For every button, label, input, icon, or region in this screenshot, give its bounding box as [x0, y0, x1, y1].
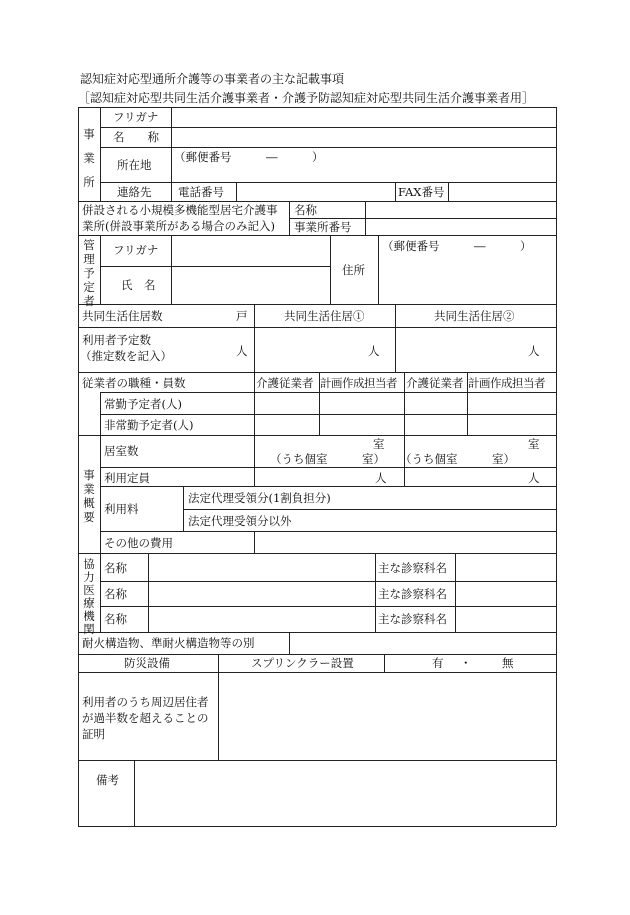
office-phone-label: 電話番号 — [178, 185, 224, 199]
office-postal: （郵便番号 ― ） — [174, 150, 324, 164]
private-rooms-1: （うち個室 室） — [270, 452, 385, 466]
page-subtitle: ［認知症対応型共同生活介護事業者・介護予防認知症対応型共同生活介護事業者用］ — [78, 91, 535, 105]
users-res1-unit: 人 — [368, 344, 380, 358]
office-side-label: 事業所 — [83, 127, 95, 189]
proof-label-line2: が過半数を超えることの — [82, 711, 209, 725]
manager-postal: （郵便番号 ― ） — [382, 239, 532, 253]
medical-side-label: 協力医療機関 — [83, 557, 95, 636]
staff-care-worker-2: 介護従業者 — [406, 376, 464, 390]
disaster-label: 防災設備 — [124, 656, 170, 670]
remarks-label: 備考 — [96, 773, 119, 787]
fee-label: 利用料 — [104, 502, 139, 516]
manager-side-label: 管理予定者 — [83, 238, 95, 308]
users-label-line2: （推定数を記入） — [80, 349, 172, 363]
private-rooms-2: （うち個室 室） — [400, 452, 515, 466]
residence-count-label: 共同生活住居数 — [82, 309, 163, 323]
other-costs-label: その他の費用 — [104, 536, 173, 550]
proof-label-line3: 証明 — [82, 727, 105, 741]
office-fax-label: FAX番号 — [398, 185, 445, 199]
medical-dept-label-2: 主な診察科名 — [378, 587, 447, 601]
medical-name-label-3: 名称 — [104, 612, 127, 626]
sprinkler-dot: ・ — [460, 656, 472, 670]
residence-count-unit: 戸 — [236, 309, 248, 323]
staff-fulltime-label: 常勤予定者(人) — [104, 397, 182, 411]
rooms-unit-1: 室 — [373, 437, 385, 451]
office-name-label: 名 称 — [113, 130, 159, 144]
structure-label: 耐火構造物、準耐火構造物等の別 — [82, 636, 255, 650]
rooms-label: 居室数 — [104, 444, 139, 458]
medical-dept-label-3: 主な診察科名 — [378, 612, 447, 626]
users-total-unit: 人 — [236, 344, 248, 358]
medical-name-label-2: 名称 — [104, 587, 127, 601]
page-title: 認知症対応型通所介護等の事業者の主な記載事項 — [80, 72, 345, 86]
staff-plan-staff-2: 計画作成担当者 — [468, 376, 545, 390]
users-res2-unit: 人 — [528, 344, 540, 358]
residence-2-header: 共同生活住居② — [434, 309, 515, 323]
staff-header: 従業者の職種・員数 — [82, 376, 186, 390]
staff-plan-staff-1: 計画作成担当者 — [320, 376, 397, 390]
staff-care-worker-1: 介護従業者 — [256, 376, 314, 390]
office-address-label: 所在地 — [117, 158, 152, 172]
capacity-unit-1: 人 — [375, 471, 387, 485]
business-side-label: 事業概要 — [83, 468, 95, 524]
attached-name-label: 名称 — [294, 203, 317, 217]
residence-1-header: 共同生活住居① — [284, 309, 365, 323]
medical-dept-label-1: 主な診察科名 — [378, 561, 447, 575]
sprinkler-label: スプリンクラー設置 — [251, 656, 354, 670]
medical-name-label-1: 名称 — [104, 561, 127, 575]
sprinkler-yes: 有 — [432, 656, 444, 670]
attached-label-line1: 併設される小規模多機能型居宅介護事 — [82, 203, 278, 217]
office-contact-label: 連絡先 — [117, 185, 152, 199]
manager-name-label: 氏 名 — [121, 278, 156, 292]
capacity-label: 利用定員 — [104, 471, 150, 485]
attached-label-line2: 業所(併設事業所がある場合のみ記入) — [82, 219, 275, 233]
fee-proxy-label: 法定代理受領分(1割負担分) — [188, 491, 331, 505]
staff-parttime-label: 非常勤予定者(人) — [104, 418, 194, 432]
capacity-unit-2: 人 — [528, 471, 540, 485]
sprinkler-no: 無 — [502, 656, 514, 670]
office-furigana-label: フリガナ — [113, 110, 159, 124]
fee-other-label: 法定代理受領分以外 — [188, 514, 292, 528]
manager-address-label: 住所 — [342, 263, 365, 277]
users-label-line1: 利用者予定数 — [82, 333, 151, 347]
rooms-unit-2: 室 — [528, 437, 540, 451]
attached-number-label: 事業所番号 — [294, 220, 352, 234]
manager-furigana-label: フリガナ — [113, 243, 159, 257]
proof-label-line1: 利用者のうち周辺居住者 — [82, 695, 209, 709]
